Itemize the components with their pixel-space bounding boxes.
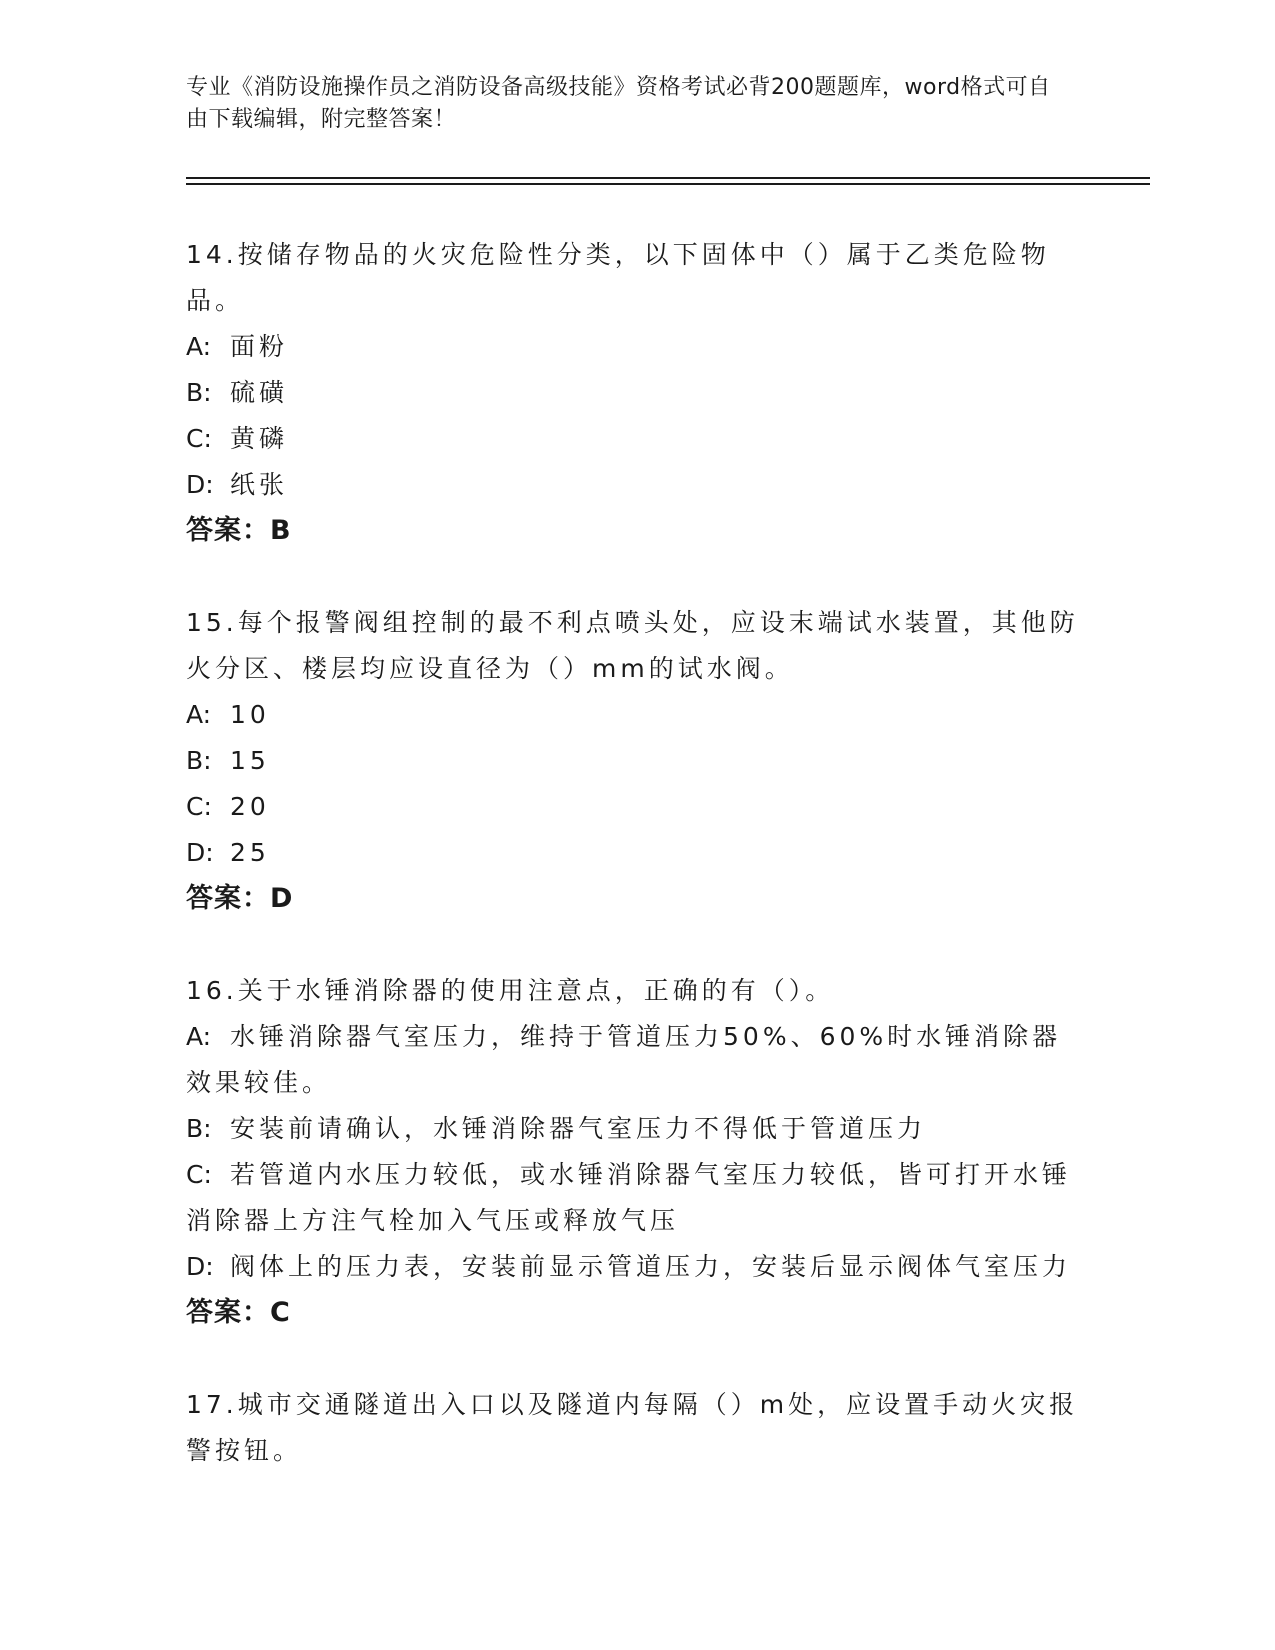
option-letter: A: — [186, 1022, 212, 1051]
option-letter: D: — [186, 470, 214, 499]
option-letter: D: — [186, 838, 214, 867]
option-text: 安装前请确认，水锤消除器气室压力不得低于管道压力 — [230, 1114, 927, 1143]
option-text: 阀体上的压力表，安装前显示管道压力，安装后显示阀体气室压力 — [230, 1252, 1072, 1281]
question-stem: 17.城市交通隧道出入口以及隧道内每隔（）m处，应设置手动火灾报警按钮。 — [186, 1390, 1079, 1465]
option-text: 水锤消除器气室压力，维持于管道压力50%、60%时水锤消除器效果较佳。 — [186, 1022, 1062, 1097]
option-text: 黄磷 — [230, 424, 289, 453]
option-a — [186, 324, 1086, 370]
answer-line: 答案：D — [186, 883, 294, 914]
option-letter: B: — [186, 746, 212, 775]
question-17 — [186, 1382, 1086, 1474]
option-b — [186, 1106, 1086, 1152]
option-text: 25 — [230, 838, 270, 867]
header-rule-bottom — [186, 183, 1150, 185]
option-c — [186, 1152, 1086, 1244]
option-text: 硫磺 — [230, 378, 289, 407]
option-letter: C: — [186, 1160, 212, 1189]
option-text: 20 — [230, 792, 270, 821]
option-text: 纸张 — [230, 470, 289, 499]
question-stem: 14.按储存物品的火灾危险性分类，以下固体中（）属于乙类危险物品。 — [186, 240, 1050, 315]
header-rule-top — [186, 177, 1150, 179]
option-text: 面粉 — [230, 332, 289, 361]
question-stem: 16.关于水锤消除器的使用注意点，正确的有（）。 — [186, 976, 835, 1005]
option-letter: A: — [186, 700, 212, 729]
option-letter: A: — [186, 332, 212, 361]
question-list — [186, 232, 1086, 1520]
option-a — [186, 1014, 1086, 1106]
answer-line: 答案：B — [186, 515, 292, 546]
option-letter: D: — [186, 1252, 214, 1281]
answer-line: 答案：C — [186, 1297, 291, 1328]
option-letter: C: — [186, 792, 212, 821]
option-c — [186, 784, 1086, 830]
question-stem: 15.每个报警阀组控制的最不利点喷头处，应设末端试水装置，其他防火分区、楼层均应设直径为（）mm的试水阀。 — [186, 608, 1079, 683]
question-15 — [186, 600, 1086, 922]
option-text: 10 — [230, 700, 270, 729]
option-letter: C: — [186, 424, 212, 453]
option-letter: B: — [186, 378, 212, 407]
option-d — [186, 1244, 1086, 1290]
option-d — [186, 462, 1086, 508]
option-text: 若管道内水压力较低，或水锤消除器气室压力较低，皆可打开水锤消除器上方注气栓加入气压或释放气压 — [186, 1160, 1072, 1235]
question-14 — [186, 232, 1086, 554]
option-letter: B: — [186, 1114, 212, 1143]
question-16 — [186, 968, 1086, 1336]
option-c — [186, 416, 1086, 462]
option-text: 15 — [230, 746, 270, 775]
option-a — [186, 692, 1086, 738]
option-b — [186, 738, 1086, 784]
option-b — [186, 370, 1086, 416]
option-d — [186, 830, 1086, 876]
document-header: 专业《消防设施操作员之消防设备高级技能》资格考试必背200题题库，word格式可自由下载编辑，附完整答案！ — [186, 75, 1051, 132]
